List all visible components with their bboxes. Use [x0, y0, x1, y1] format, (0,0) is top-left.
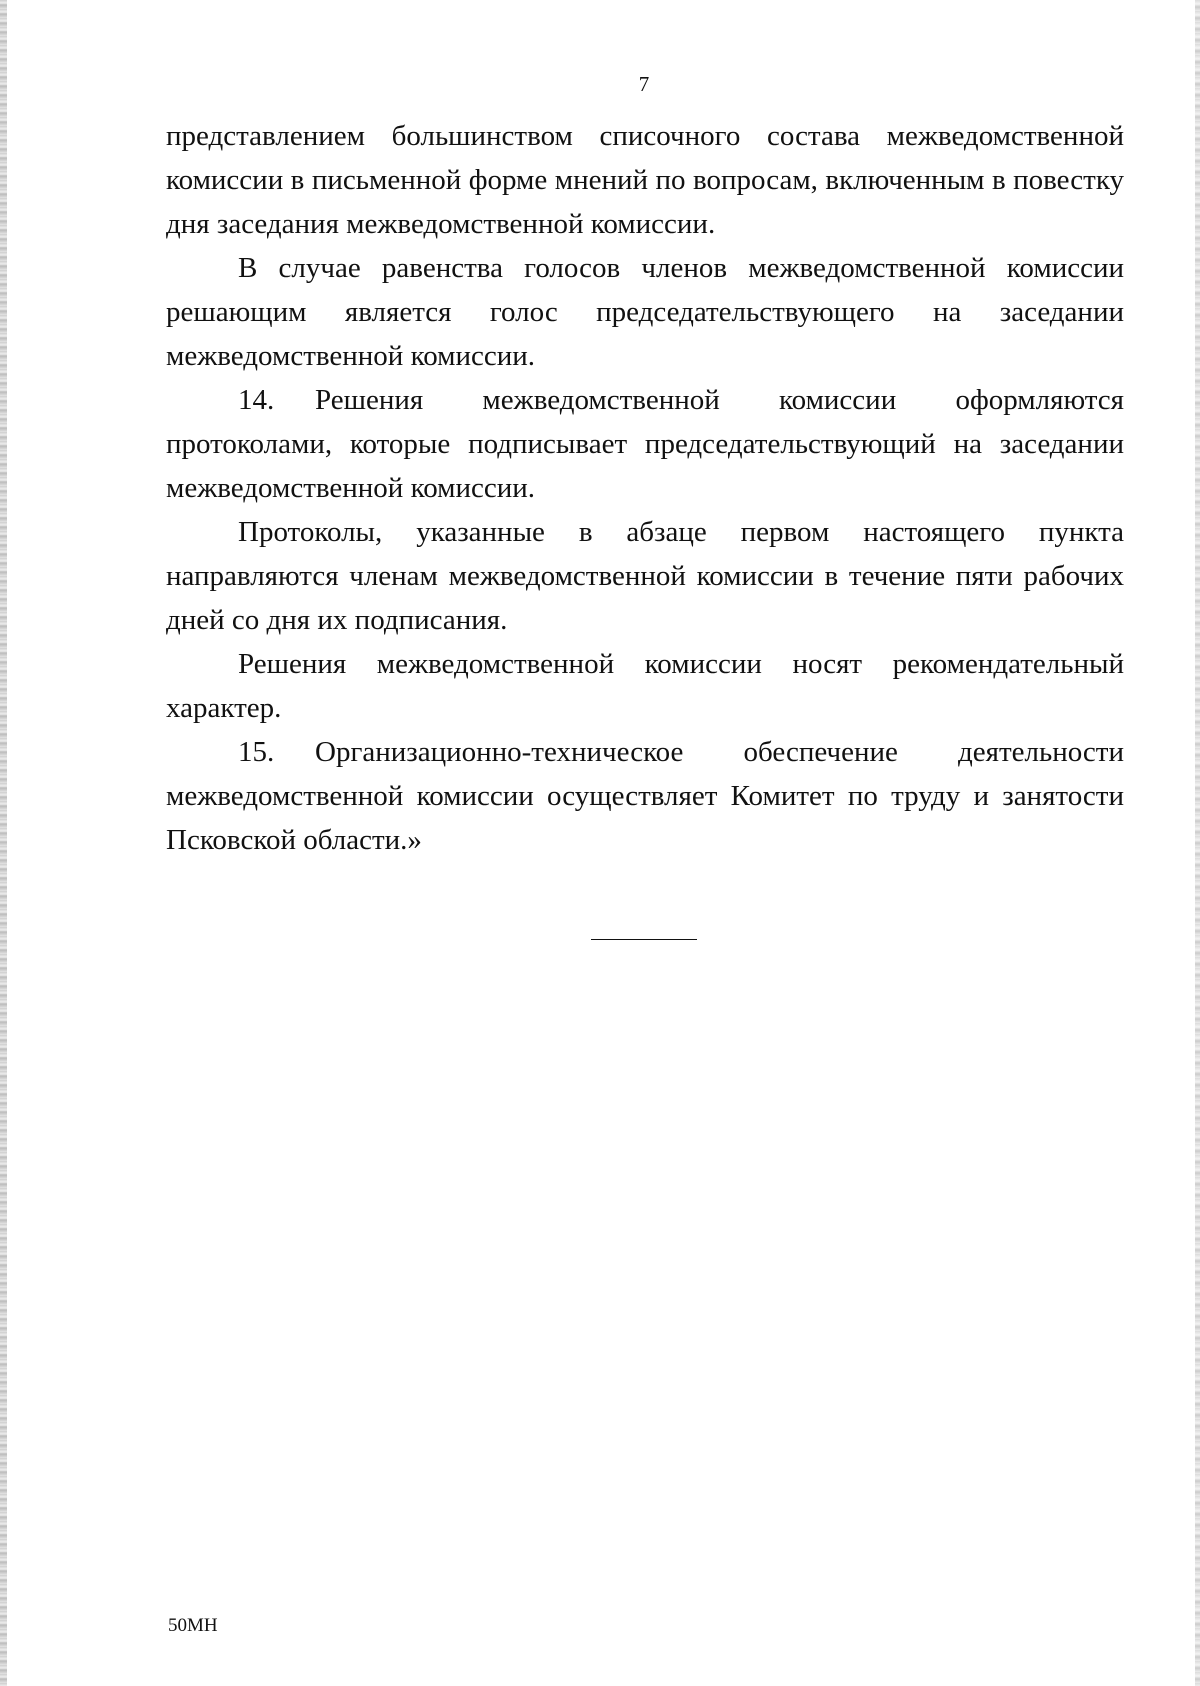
paragraph: [166, 246, 1124, 378]
numbered-paragraph-14: [166, 378, 1124, 510]
paragraph: [166, 510, 1124, 642]
scan-edge-left: [0, 0, 7, 1686]
page-number: 7: [638, 72, 650, 96]
scan-edge-right: [1195, 0, 1200, 1686]
footer-code: 50МН: [168, 1615, 218, 1636]
paragraph-text: Протоколы, указанные в абзаце первом настоящего пункта направляются членам межведомственной комиссии в течение пяти рабочих дней со дня их подписания.: [166, 516, 1124, 636]
end-of-document-rule: [591, 939, 697, 940]
paragraph-text: представлением большинством списочного состава межведомственной комиссии в письменной форме мнений по вопросам, включенным в повестку дня заседания межведомственной комиссии.: [166, 120, 1124, 240]
paragraph-continuation: [166, 114, 1124, 246]
document-body: [166, 114, 1124, 862]
numbered-paragraph-15: [166, 730, 1124, 862]
paragraph: [166, 642, 1124, 730]
paragraph-text: Организационно-техническое обеспечение деятельности межведомственной комиссии осуществляет Комитет по труду и занятости Псковской области.»: [166, 736, 1124, 856]
clause-number: 15.: [238, 736, 275, 768]
paragraph-text: Решения межведомственной комиссии носят рекомендательный характер.: [166, 648, 1124, 724]
clause-number: 14.: [238, 384, 275, 416]
paragraph-text: В случае равенства голосов членов межведомственной комиссии решающим является голос председательствующего на заседании межведомственной комиссии.: [166, 252, 1124, 372]
paragraph-text: Решения межведомственной комиссии оформляются протоколами, которые подписывает председательствующий на заседании межведомственной комиссии.: [166, 384, 1124, 504]
